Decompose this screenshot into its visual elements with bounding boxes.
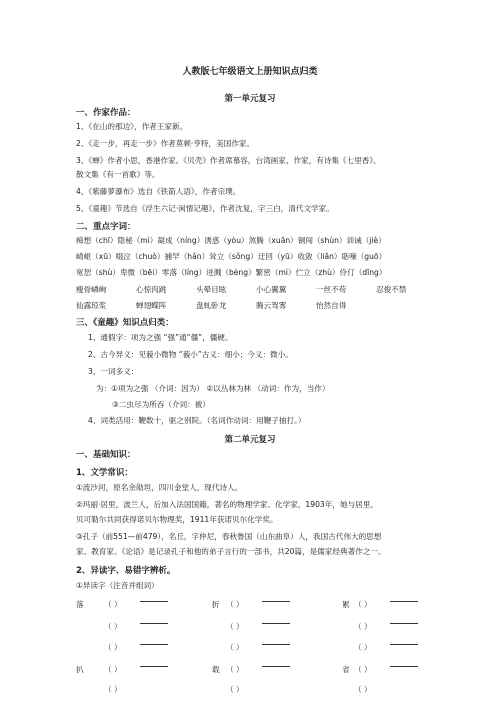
unit1-item: 3、《蝉》作者小思，香港作家。《贝壳》作者席慕容，台湾画家、作家，有诗集《七里香》、	[76, 156, 381, 165]
unit2-heading: 第二单元复习	[224, 435, 276, 445]
unit1-section3-title: 三、《童趣》知识点归类：	[76, 318, 174, 328]
unit1-item: 4、《紫藤萝瀑布》选自《铁箭人语》，作者宗璞。	[76, 187, 241, 196]
unit1-heading: 第一单元复习	[224, 94, 276, 104]
idiom: 瘦骨嶙峋	[76, 285, 107, 294]
idiom: 一丝不苟	[316, 285, 347, 294]
idiom: 腾云驾雾	[256, 301, 287, 310]
unit1-section2-title: 二、重点字词：	[76, 222, 136, 232]
idiom: 蝉翅蝶阵	[136, 301, 167, 310]
idiom: 头晕目眩	[196, 285, 227, 294]
paren-blank[interactable]: （ ）	[226, 600, 244, 609]
unit1-section1-title: 一、作家作品：	[76, 108, 136, 118]
tongqu-item: 4、词类活用：鞭数十，驱之别院。（名词作动词：用鞭子抽打。）	[88, 416, 306, 425]
unit1-item: 1、《在山的那边》，作者王家新。	[76, 122, 188, 131]
idiom: 心惊肉跳	[136, 285, 167, 294]
answer-line[interactable]	[262, 666, 290, 667]
unit2-section1-subtitle: 1、文学常识：	[76, 468, 133, 478]
tongqu-item: 2、古今异义：见藐小微物 “藐小”古义：细小；今义：微小。	[88, 350, 293, 359]
paren-blank[interactable]: （ ）	[354, 643, 372, 652]
answer-line[interactable]	[390, 601, 418, 602]
idiom-row	[76, 284, 436, 295]
unit1-item: 2、《走一步，再走一步》作者莫顿·亨特，美国作家。	[76, 139, 255, 148]
paren-blank[interactable]: （ ）	[104, 665, 122, 674]
vocab-line: 痴想（chī）隐秘（mì）凝成（níng）诱惑（yòu）煞腾（xuān）铜闯（shùn）训诫（jiè）	[76, 236, 386, 245]
paren-blank[interactable]: （ ）	[104, 643, 122, 652]
answer-line[interactable]	[140, 644, 168, 645]
idiom: 仙露琼浆	[76, 301, 107, 310]
unit2-section2-subtitle: ①异读字（注音并组词）	[76, 581, 159, 590]
paren-blank[interactable]: （ ）	[354, 622, 372, 631]
paren-blank[interactable]: （ ）	[226, 685, 244, 694]
paren-blank[interactable]: （ ）	[354, 685, 372, 694]
literature-item: 家、教育家。《论语》是记录孔子和他的弟子言行的一部书，共20篇，是儒家经典著作之一。	[76, 547, 386, 556]
answer-line[interactable]	[262, 601, 290, 602]
answer-line[interactable]	[262, 623, 290, 624]
character: 累	[342, 600, 350, 609]
idiom: 忍俊不禁	[376, 285, 407, 294]
paren-blank[interactable]: （ ）	[104, 622, 122, 631]
paren-blank[interactable]: （ ）	[354, 600, 372, 609]
literature-item: 贝可勒尔共同获得诺贝尔物理奖，1911年获诺贝尔化学奖。	[76, 515, 278, 524]
character: 扒	[76, 665, 84, 674]
answer-line[interactable]	[390, 666, 418, 667]
unit2-section2-title: 2、异读字、易错字辨析。	[76, 566, 176, 576]
vocab-line: 崎岖（xū）啜泣（chuò）捕罕（hǎn）耸立（sǒng）迂回（yū）收敛（liǎn）聒噪（guō）	[76, 252, 387, 261]
answer-line[interactable]	[140, 601, 168, 602]
unit2-section1-title: 一、基础知识：	[76, 450, 136, 460]
character: 省	[342, 665, 350, 674]
answer-line[interactable]	[262, 644, 290, 645]
answer-line[interactable]	[140, 623, 168, 624]
paren-blank[interactable]: （ ）	[104, 600, 122, 609]
paren-blank[interactable]: （ ）	[226, 643, 244, 652]
idiom: 怡然自得	[316, 301, 347, 310]
vocab-line: 宽恕（shù）卑微（bēi）零落（líng）迸溅（bèng）繁密（mì）伫立（zhù）伶仃（dīng）	[76, 268, 387, 277]
tongqu-item: 为：①项为之强 （介词：因为） ②以丛林为林 （动词：作为，当作）	[96, 384, 330, 393]
tongqu-item: ③二虫尽为所吞（介词：被）	[112, 400, 210, 409]
answer-line[interactable]	[390, 644, 418, 645]
unit1-item: 5、《童趣》节选自《浮生六记·闲情记趣》，作者沈复，字三白，清代文学家。	[76, 204, 334, 213]
unit1-item: 散文集《有一首歌》等。	[76, 170, 160, 179]
paren-blank[interactable]: （ ）	[104, 685, 122, 694]
paren-blank[interactable]: （ ）	[226, 665, 244, 674]
paren-blank[interactable]: （ ）	[226, 622, 244, 631]
character: 载	[212, 665, 220, 674]
document-title: 人教版七年级语文上册知识点归类	[182, 67, 318, 77]
character: 落	[76, 600, 84, 609]
literature-item: ①流沙河，原名余勋坦，四川金堂人，现代诗人。	[76, 483, 243, 492]
tongqu-item: 3、一词多义：	[88, 367, 139, 376]
idiom-row	[76, 300, 436, 311]
literature-item: ③孔子（前551—前479），名丘，字仲尼，春秋鲁国（山东曲阜）人，我国古代伟大的思想	[76, 532, 382, 541]
table-row	[76, 599, 84, 610]
idiom: 小心翼翼	[256, 285, 287, 294]
tongqu-item: 1、通假字：项为之强 “强”通“僵”，僵硬。	[88, 333, 233, 342]
literature-item: ②玛丽·居里，波兰人，后加入法国国籍，著名的物理学家、化学家，1903年，她与居里、	[76, 500, 378, 509]
character: 折	[212, 600, 220, 609]
paren-blank[interactable]: （ ）	[354, 665, 372, 674]
idiom: 盘虬卧龙	[196, 301, 227, 310]
answer-line[interactable]	[140, 666, 168, 667]
answer-line[interactable]	[390, 623, 418, 624]
